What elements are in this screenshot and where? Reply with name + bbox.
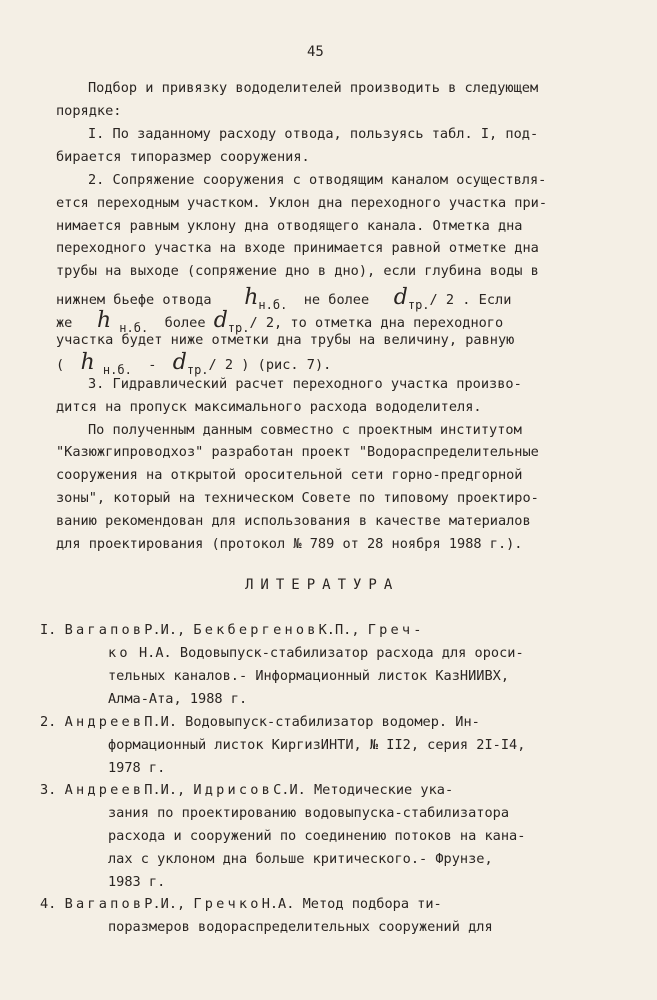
- reference-line: формационный листок КиргизИНТИ, № II2, серия 2I-I4,: [108, 737, 526, 753]
- text-line: Подбор и привязку вододелителей производить в следующем: [88, 80, 539, 96]
- math-symbol-h: h: [244, 285, 259, 310]
- text-line: дится на пропуск максимального расхода вододелителя.: [56, 399, 482, 415]
- math-symbol-d: d: [393, 285, 408, 310]
- reference-line: 1983 г.: [108, 874, 166, 890]
- math-symbol-d: d: [172, 350, 187, 375]
- bibliography-heading: ЛИТЕРАТУРА: [245, 577, 400, 593]
- reference-line: ко Н.А. Водовыпуск-стабилизатор расхода для ороси-: [108, 645, 524, 661]
- math-symbol-d: d: [213, 308, 228, 333]
- reference-item: I. ВагаповР.И., БекбергеновК.П., Греч-: [40, 622, 425, 638]
- reference-line: поразмеров водораспределительных сооружений для: [108, 919, 493, 935]
- text-line: 2. Сопряжение сооружения с отводящим каналом осуществля-: [88, 172, 547, 188]
- text-line: I. По заданному расходу отвода, пользуясь табл. I, под-: [88, 126, 539, 142]
- reference-item: 2. АндреевП.И. Водовыпуск-стабилизатор водомер. Ин-: [40, 714, 480, 730]
- reference-line: лах с уклоном дна больше критического.- Фрунзе,: [108, 851, 493, 867]
- page-number: 45: [307, 44, 324, 60]
- reference-item: 3. АндреевП.И., ИдрисовС.И. Методические ука-: [40, 782, 454, 798]
- text-line-formula: нижнем бьефе отвода $h_{н.б.}$ не более $d_{тр.}/$ 2 . Если: [56, 285, 512, 312]
- text-line: для проектирования (протокол № 789 от 28 ноября 1988 г.).: [56, 536, 523, 552]
- reference-line: тельных каналов.- Информационный листок КазНИИВХ,: [108, 668, 510, 684]
- text-line: переходного участка на входе принимается равной отметке дна: [56, 240, 539, 256]
- text-line: участка будет ниже отметки дна трубы на величину, равную: [56, 332, 515, 348]
- text-line: ется переходным участком. Уклон дна переходного участка при-: [56, 195, 548, 211]
- text-line-formula: ( h $_{н.б.} - d_{тр.}/$ 2 ) (рис. 7).: [56, 350, 332, 377]
- reference-line: 1978 г.: [108, 760, 166, 776]
- text-line: зоны", который на техническом Совете по типовому проектиро-: [56, 490, 539, 506]
- reference-line: зания по проектированию водовыпуска-стабилизатора: [108, 805, 510, 821]
- math-symbol-h: h: [96, 308, 112, 333]
- reference-item: 4. ВагаповР.И., ГречкоН.А. Метод подбора ти-: [40, 896, 442, 912]
- text-line: сооружения на открытой оросительной сети горно-предгорной: [56, 467, 523, 483]
- text-line-formula: же h $_{н.б.}$ более $d_{тр.}/$ 2, то отметка дна переходного: [56, 308, 504, 335]
- text-line: порядке:: [56, 103, 122, 119]
- text-line: трубы на выходе (сопряжение дно в дно), если глубина воды в: [56, 263, 539, 279]
- reference-line: Алма-Ата, 1988 г.: [108, 691, 248, 707]
- math-symbol-h: h: [80, 350, 95, 375]
- reference-line: расхода и сооружений по соединению потоков на кана-: [108, 828, 526, 844]
- text-line: 3. Гидравлический расчет переходного участка произво-: [88, 376, 522, 392]
- text-line: бирается типоразмер сооружения.: [56, 149, 310, 165]
- text-line: ванию рекомендован для использования в качестве материалов: [56, 513, 531, 529]
- text-line: "Казюжгипроводхоз" разработан проект "Водораспределительные: [56, 444, 539, 460]
- text-line: По полученным данным совместно с проектным институтом: [88, 422, 522, 438]
- text-line: нимается равным уклону дна отводящего канала. Отметка дна: [56, 218, 523, 234]
